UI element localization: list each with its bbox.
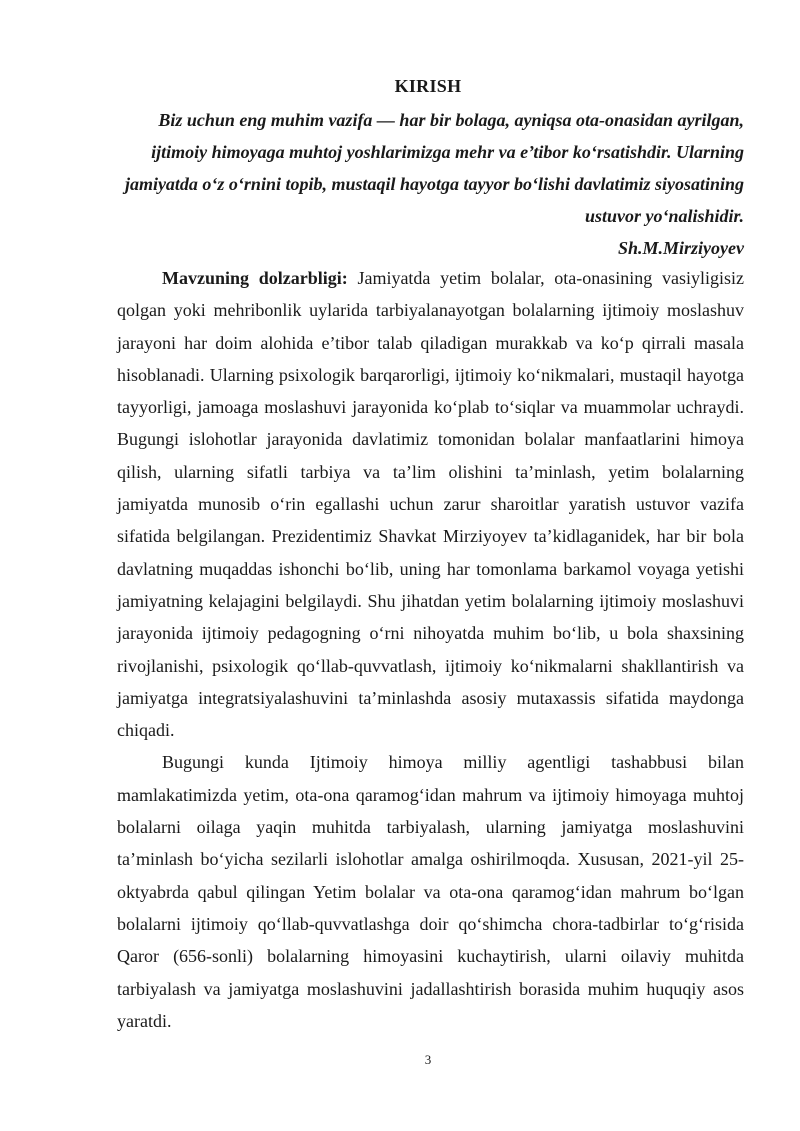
epigraph-quote: Biz uchun eng muhim vazifa — har bir bolaga, ayniqsa ota-onasidan ayrilgan, ijtimoiy himoyaga muhtoj yoshlarimizga mehr va e’tibor ko‘rsatishdir. Ularning jamiyatda o‘z o‘rnini topib, mustaqil hayotga tayyor bo‘lishi davlatimiz siyosatining ustuvor yo‘nalishidir. <box>124 110 744 226</box>
paragraph <box>117 262 744 746</box>
page-title: KIRISH <box>394 76 462 96</box>
epigraph-author: Sh.M.Mirziyoyev <box>618 238 744 258</box>
paragraph <box>117 746 744 1037</box>
paragraph-text: Jamiyatda yetim bolalar, ota-onasining vasiyligisiz qolgan yoki mehribonlik uylarida tarbiyalanayotgan bolalarning ijtimoiy moslashuv jarayoni har doim alohida e’tibor talab qiladigan murakkab va ko‘p qirrali masala hisoblanadi. Ularning psixologik barqarorligi, ijtimoiy ko‘nikmalari, mustaqil hayotga tayyorligi, jamoaga moslashuvi jarayonida ko‘plab to‘siqlar va muammolar uchraydi. Bugungi islohotlar jarayonida davlatimiz tomonidan bolalar manfaatlarini himoya qilish, ularning sifatli tarbiya va ta’lim olishini ta’minlash, yetim bolalarning jamiyatda munosib o‘rin egallashi uchun zarur sharoitlar yaratish ustuvor vazifa sifatida belgilangan. Prezidentimiz Shavkat Mirziyoyev ta’kidlaganidek, har bir bola davlatning muqaddas ishonchi bo‘lib, uning har tomonlama barkamol voyaga yetishi jamiyatning kelajagini belgilaydi. Shu jihatdan yetim bolalarning ijtimoiy moslashuvi jarayonida ijtimoiy pedagogning o‘rni nihoyatda muhim bo‘lib, u bola shaxsining rivojlanishi, psixologik qo‘llab-quvvatlash, ijtimoiy ko‘nikmalarni shakllantirish va jamiyatga integratsiyalashuvini ta’minlashda asosiy mutaxassis sifatida maydonga chiqadi. <box>117 268 744 741</box>
paragraph-lead: Mavzuning dolzarbligi: <box>162 268 348 288</box>
epigraph <box>104 104 744 264</box>
page-number: 3 <box>424 1052 432 1067</box>
paragraph-text: Bugungi kunda Ijtimoiy himoya milliy agentligi tashabbusi bilan mamlakatimizda yetim, ota-ona qaramog‘idan mahrum va ijtimoiy himoyaga muhtoj bolalarni oilaga yaqin muhitda tarbiyalash, ularning jamiyatga moslashuvini ta’minlash bo‘yicha sezilarli islohotlar amalga oshirilmoqda. Xususan, 2021-yil 25-oktyabrda qabul qilingan Yetim bolalar va ota-ona qaramog‘idan mahrum bo‘lgan bolalarni ijtimoiy qo‘llab-quvvatlashga doir qo‘shimcha chora-tadbirlar to‘g‘risida Qaror (656-sonli) bolalarning himoyasini kuchaytirish, ularni oilaviy muhitda tarbiyalash va jamiyatga moslashuvini jadallashtirish borasida muhim huquqiy asos yaratdi. <box>117 752 744 1031</box>
body-text <box>117 262 744 1037</box>
